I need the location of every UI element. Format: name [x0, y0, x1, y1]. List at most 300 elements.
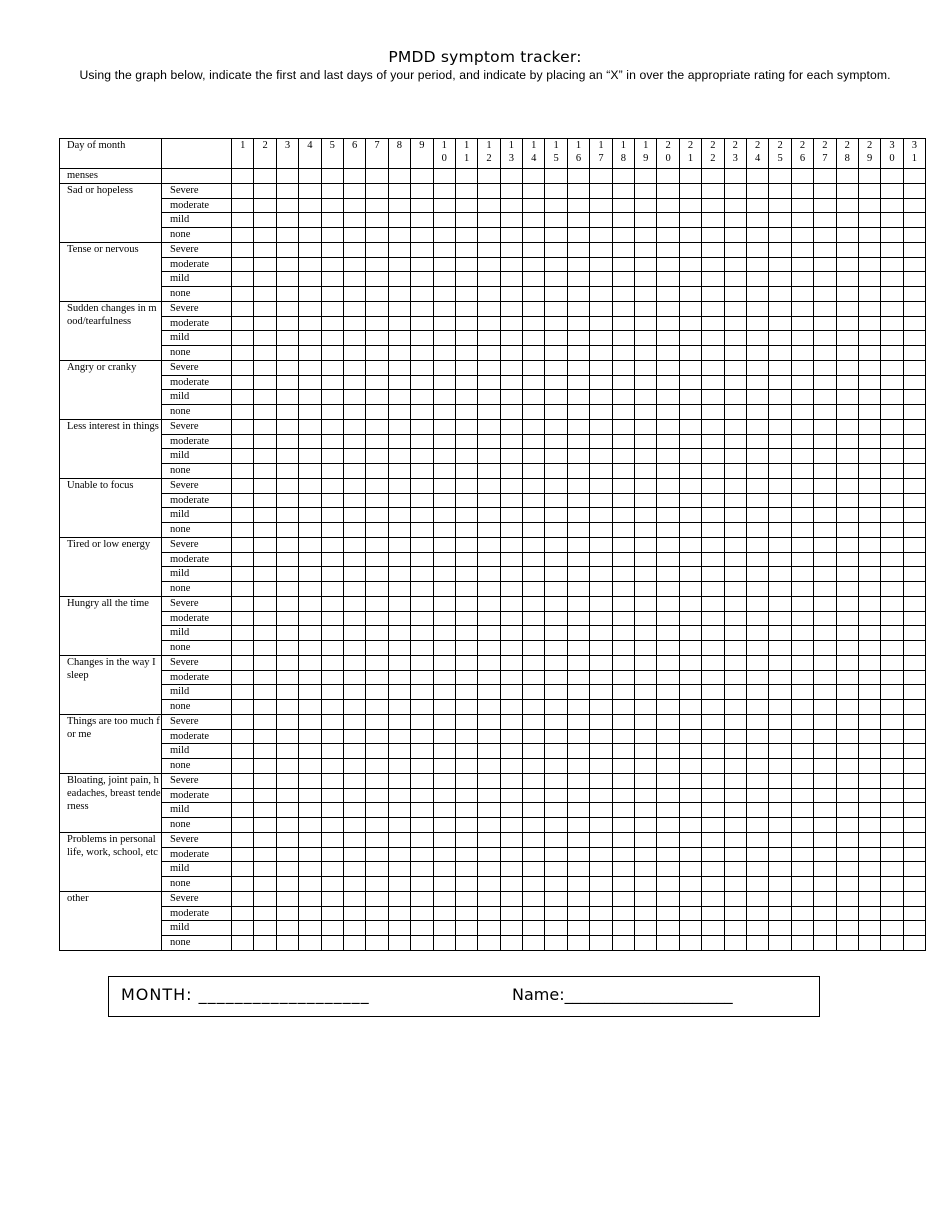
rating-cell[interactable]: [612, 891, 634, 906]
rating-cell[interactable]: [769, 759, 791, 774]
rating-cell[interactable]: [814, 198, 836, 213]
rating-cell[interactable]: [814, 670, 836, 685]
rating-cell[interactable]: [232, 773, 254, 788]
rating-cell[interactable]: [635, 567, 657, 582]
rating-cell[interactable]: [455, 655, 477, 670]
rating-cell[interactable]: [769, 183, 791, 198]
rating-cell[interactable]: [411, 508, 433, 523]
rating-cell[interactable]: [814, 316, 836, 331]
rating-cell[interactable]: [590, 523, 612, 538]
rating-cell[interactable]: [791, 508, 813, 523]
rating-cell[interactable]: [523, 183, 545, 198]
rating-cell[interactable]: [478, 464, 500, 479]
rating-cell[interactable]: [635, 301, 657, 316]
rating-cell[interactable]: [455, 729, 477, 744]
rating-cell[interactable]: [814, 419, 836, 434]
rating-cell[interactable]: [746, 419, 768, 434]
rating-cell[interactable]: [679, 759, 701, 774]
rating-cell[interactable]: [635, 891, 657, 906]
rating-cell[interactable]: [523, 301, 545, 316]
rating-cell[interactable]: [858, 877, 880, 892]
rating-cell[interactable]: [523, 936, 545, 951]
rating-cell[interactable]: [724, 257, 746, 272]
rating-cell[interactable]: [411, 744, 433, 759]
rating-cell[interactable]: [567, 508, 589, 523]
rating-cell[interactable]: [232, 596, 254, 611]
rating-cell[interactable]: [276, 714, 298, 729]
rating-cell[interactable]: [724, 877, 746, 892]
rating-cell[interactable]: [724, 567, 746, 582]
rating-cell[interactable]: [657, 257, 679, 272]
rating-cell[interactable]: [635, 773, 657, 788]
rating-cell[interactable]: [343, 773, 365, 788]
rating-cell[interactable]: [276, 670, 298, 685]
rating-cell[interactable]: [567, 405, 589, 420]
rating-cell[interactable]: [590, 419, 612, 434]
rating-cell[interactable]: [523, 567, 545, 582]
rating-cell[interactable]: [567, 891, 589, 906]
rating-cell[interactable]: [679, 921, 701, 936]
rating-cell[interactable]: [612, 316, 634, 331]
rating-cell[interactable]: [343, 375, 365, 390]
rating-cell[interactable]: [545, 287, 567, 302]
rating-cell[interactable]: [635, 316, 657, 331]
rating-cell[interactable]: [500, 891, 522, 906]
rating-cell[interactable]: [254, 493, 276, 508]
rating-cell[interactable]: [724, 641, 746, 656]
rating-cell[interactable]: [858, 198, 880, 213]
rating-cell[interactable]: [791, 877, 813, 892]
rating-cell[interactable]: [276, 818, 298, 833]
rating-cell[interactable]: [814, 818, 836, 833]
rating-cell[interactable]: [612, 449, 634, 464]
rating-cell[interactable]: [523, 714, 545, 729]
rating-cell[interactable]: [254, 405, 276, 420]
rating-cell[interactable]: [590, 847, 612, 862]
rating-cell[interactable]: [500, 596, 522, 611]
rating-cell[interactable]: [455, 301, 477, 316]
rating-cell[interactable]: [254, 537, 276, 552]
rating-cell[interactable]: [858, 331, 880, 346]
rating-cell[interactable]: [299, 611, 321, 626]
rating-cell[interactable]: [366, 832, 388, 847]
rating-cell[interactable]: [657, 936, 679, 951]
rating-cell[interactable]: [791, 773, 813, 788]
rating-cell[interactable]: [769, 390, 791, 405]
rating-cell[interactable]: [433, 891, 455, 906]
rating-cell[interactable]: [657, 788, 679, 803]
rating-cell[interactable]: [679, 788, 701, 803]
rating-cell[interactable]: [276, 449, 298, 464]
rating-cell[interactable]: [455, 847, 477, 862]
rating-cell[interactable]: [366, 169, 388, 184]
rating-cell[interactable]: [814, 272, 836, 287]
rating-cell[interactable]: [343, 228, 365, 243]
rating-cell[interactable]: [590, 213, 612, 228]
rating-cell[interactable]: [545, 921, 567, 936]
rating-cell[interactable]: [881, 346, 903, 361]
rating-cell[interactable]: [858, 773, 880, 788]
rating-cell[interactable]: [388, 670, 410, 685]
rating-cell[interactable]: [903, 316, 925, 331]
rating-cell[interactable]: [903, 582, 925, 597]
rating-cell[interactable]: [814, 346, 836, 361]
rating-cell[interactable]: [232, 301, 254, 316]
rating-cell[interactable]: [590, 921, 612, 936]
rating-cell[interactable]: [433, 213, 455, 228]
rating-cell[interactable]: [657, 700, 679, 715]
rating-cell[interactable]: [590, 877, 612, 892]
rating-cell[interactable]: [411, 405, 433, 420]
rating-cell[interactable]: [433, 287, 455, 302]
rating-cell[interactable]: [567, 700, 589, 715]
rating-cell[interactable]: [724, 449, 746, 464]
rating-cell[interactable]: [545, 862, 567, 877]
rating-cell[interactable]: [903, 862, 925, 877]
rating-cell[interactable]: [500, 877, 522, 892]
rating-cell[interactable]: [724, 773, 746, 788]
rating-cell[interactable]: [590, 670, 612, 685]
rating-cell[interactable]: [433, 847, 455, 862]
rating-cell[interactable]: [366, 301, 388, 316]
rating-cell[interactable]: [724, 685, 746, 700]
rating-cell[interactable]: [523, 582, 545, 597]
rating-cell[interactable]: [433, 272, 455, 287]
rating-cell[interactable]: [321, 655, 343, 670]
rating-cell[interactable]: [635, 729, 657, 744]
rating-cell[interactable]: [523, 921, 545, 936]
rating-cell[interactable]: [612, 641, 634, 656]
rating-cell[interactable]: [702, 714, 724, 729]
rating-cell[interactable]: [769, 464, 791, 479]
rating-cell[interactable]: [276, 891, 298, 906]
rating-cell[interactable]: [746, 228, 768, 243]
rating-cell[interactable]: [746, 272, 768, 287]
rating-cell[interactable]: [478, 316, 500, 331]
rating-cell[interactable]: [724, 891, 746, 906]
rating-cell[interactable]: [791, 523, 813, 538]
rating-cell[interactable]: [321, 936, 343, 951]
rating-cell[interactable]: [545, 301, 567, 316]
rating-cell[interactable]: [366, 803, 388, 818]
rating-cell[interactable]: [858, 449, 880, 464]
rating-cell[interactable]: [814, 655, 836, 670]
rating-cell[interactable]: [299, 847, 321, 862]
rating-cell[interactable]: [411, 390, 433, 405]
rating-cell[interactable]: [858, 921, 880, 936]
rating-cell[interactable]: [791, 493, 813, 508]
rating-cell[interactable]: [791, 936, 813, 951]
rating-cell[interactable]: [455, 360, 477, 375]
rating-cell[interactable]: [769, 493, 791, 508]
rating-cell[interactable]: [746, 744, 768, 759]
rating-cell[interactable]: [299, 773, 321, 788]
rating-cell[interactable]: [478, 818, 500, 833]
rating-cell[interactable]: [590, 788, 612, 803]
rating-cell[interactable]: [836, 198, 858, 213]
rating-cell[interactable]: [388, 714, 410, 729]
rating-cell[interactable]: [881, 936, 903, 951]
rating-cell[interactable]: [903, 169, 925, 184]
rating-cell[interactable]: [858, 360, 880, 375]
rating-cell[interactable]: [411, 921, 433, 936]
rating-cell[interactable]: [791, 655, 813, 670]
rating-cell[interactable]: [232, 582, 254, 597]
rating-cell[interactable]: [791, 641, 813, 656]
rating-cell[interactable]: [858, 287, 880, 302]
rating-cell[interactable]: [455, 862, 477, 877]
rating-cell[interactable]: [903, 818, 925, 833]
rating-cell[interactable]: [791, 375, 813, 390]
rating-cell[interactable]: [769, 567, 791, 582]
rating-cell[interactable]: [635, 272, 657, 287]
rating-cell[interactable]: [836, 316, 858, 331]
rating-cell[interactable]: [545, 700, 567, 715]
rating-cell[interactable]: [724, 611, 746, 626]
rating-cell[interactable]: [836, 847, 858, 862]
rating-cell[interactable]: [411, 803, 433, 818]
rating-cell[interactable]: [545, 434, 567, 449]
rating-cell[interactable]: [836, 700, 858, 715]
rating-cell[interactable]: [814, 464, 836, 479]
rating-cell[interactable]: [679, 641, 701, 656]
rating-cell[interactable]: [858, 242, 880, 257]
rating-cell[interactable]: [455, 213, 477, 228]
rating-cell[interactable]: [836, 936, 858, 951]
rating-cell[interactable]: [321, 478, 343, 493]
rating-cell[interactable]: [590, 773, 612, 788]
rating-cell[interactable]: [903, 183, 925, 198]
rating-cell[interactable]: [567, 582, 589, 597]
rating-cell[interactable]: [500, 818, 522, 833]
rating-cell[interactable]: [433, 301, 455, 316]
rating-cell[interactable]: [232, 862, 254, 877]
rating-cell[interactable]: [612, 434, 634, 449]
rating-cell[interactable]: [411, 287, 433, 302]
rating-cell[interactable]: [388, 242, 410, 257]
rating-cell[interactable]: [612, 213, 634, 228]
rating-cell[interactable]: [411, 257, 433, 272]
rating-cell[interactable]: [746, 257, 768, 272]
rating-cell[interactable]: [724, 464, 746, 479]
rating-cell[interactable]: [858, 552, 880, 567]
rating-cell[interactable]: [523, 213, 545, 228]
rating-cell[interactable]: [724, 936, 746, 951]
rating-cell[interactable]: [679, 316, 701, 331]
rating-cell[interactable]: [433, 316, 455, 331]
rating-cell[interactable]: [903, 449, 925, 464]
rating-cell[interactable]: [433, 537, 455, 552]
rating-cell[interactable]: [702, 257, 724, 272]
rating-cell[interactable]: [612, 818, 634, 833]
rating-cell[interactable]: [612, 301, 634, 316]
rating-cell[interactable]: [321, 183, 343, 198]
rating-cell[interactable]: [702, 213, 724, 228]
rating-cell[interactable]: [276, 847, 298, 862]
rating-cell[interactable]: [366, 228, 388, 243]
rating-cell[interactable]: [276, 272, 298, 287]
rating-cell[interactable]: [232, 847, 254, 862]
rating-cell[interactable]: [500, 257, 522, 272]
rating-cell[interactable]: [702, 700, 724, 715]
rating-cell[interactable]: [388, 419, 410, 434]
rating-cell[interactable]: [478, 877, 500, 892]
rating-cell[interactable]: [836, 301, 858, 316]
rating-cell[interactable]: [545, 670, 567, 685]
rating-cell[interactable]: [299, 759, 321, 774]
rating-cell[interactable]: [523, 508, 545, 523]
rating-cell[interactable]: [612, 700, 634, 715]
rating-cell[interactable]: [702, 169, 724, 184]
rating-cell[interactable]: [545, 936, 567, 951]
rating-cell[interactable]: [657, 552, 679, 567]
rating-cell[interactable]: [567, 847, 589, 862]
rating-cell[interactable]: [903, 611, 925, 626]
rating-cell[interactable]: [702, 641, 724, 656]
rating-cell[interactable]: [388, 478, 410, 493]
rating-cell[interactable]: [523, 670, 545, 685]
rating-cell[interactable]: [366, 714, 388, 729]
rating-cell[interactable]: [881, 523, 903, 538]
rating-cell[interactable]: [276, 936, 298, 951]
rating-cell[interactable]: [657, 921, 679, 936]
rating-cell[interactable]: [388, 611, 410, 626]
rating-cell[interactable]: [276, 508, 298, 523]
rating-cell[interactable]: [769, 375, 791, 390]
rating-cell[interactable]: [903, 405, 925, 420]
rating-cell[interactable]: [500, 390, 522, 405]
rating-cell[interactable]: [791, 714, 813, 729]
rating-cell[interactable]: [881, 626, 903, 641]
rating-cell[interactable]: [254, 375, 276, 390]
rating-cell[interactable]: [232, 198, 254, 213]
rating-cell[interactable]: [366, 183, 388, 198]
rating-cell[interactable]: [769, 360, 791, 375]
rating-cell[interactable]: [746, 537, 768, 552]
rating-cell[interactable]: [232, 921, 254, 936]
rating-cell[interactable]: [769, 788, 791, 803]
rating-cell[interactable]: [276, 744, 298, 759]
rating-cell[interactable]: [791, 788, 813, 803]
rating-cell[interactable]: [411, 567, 433, 582]
rating-cell[interactable]: [545, 405, 567, 420]
rating-cell[interactable]: [343, 759, 365, 774]
rating-cell[interactable]: [523, 626, 545, 641]
rating-cell[interactable]: [791, 552, 813, 567]
rating-cell[interactable]: [500, 862, 522, 877]
rating-cell[interactable]: [366, 936, 388, 951]
rating-cell[interactable]: [299, 744, 321, 759]
rating-cell[interactable]: [702, 316, 724, 331]
rating-cell[interactable]: [523, 537, 545, 552]
rating-cell[interactable]: [232, 257, 254, 272]
rating-cell[interactable]: [702, 847, 724, 862]
rating-cell[interactable]: [523, 198, 545, 213]
rating-cell[interactable]: [254, 183, 276, 198]
rating-cell[interactable]: [903, 508, 925, 523]
rating-cell[interactable]: [679, 552, 701, 567]
rating-cell[interactable]: [836, 257, 858, 272]
rating-cell[interactable]: [276, 523, 298, 538]
rating-cell[interactable]: [254, 346, 276, 361]
rating-cell[interactable]: [523, 862, 545, 877]
rating-cell[interactable]: [791, 537, 813, 552]
rating-cell[interactable]: [343, 272, 365, 287]
rating-cell[interactable]: [276, 434, 298, 449]
rating-cell[interactable]: [702, 685, 724, 700]
rating-cell[interactable]: [769, 213, 791, 228]
rating-cell[interactable]: [433, 552, 455, 567]
rating-cell[interactable]: [679, 390, 701, 405]
rating-cell[interactable]: [881, 405, 903, 420]
rating-cell[interactable]: [388, 508, 410, 523]
rating-cell[interactable]: [232, 788, 254, 803]
rating-cell[interactable]: [299, 641, 321, 656]
rating-cell[interactable]: [343, 803, 365, 818]
rating-cell[interactable]: [567, 198, 589, 213]
rating-cell[interactable]: [254, 714, 276, 729]
rating-cell[interactable]: [858, 272, 880, 287]
rating-cell[interactable]: [590, 818, 612, 833]
rating-cell[interactable]: [321, 847, 343, 862]
rating-cell[interactable]: [635, 596, 657, 611]
rating-cell[interactable]: [769, 419, 791, 434]
rating-cell[interactable]: [814, 331, 836, 346]
rating-cell[interactable]: [500, 803, 522, 818]
rating-cell[interactable]: [545, 508, 567, 523]
rating-cell[interactable]: [299, 169, 321, 184]
rating-cell[interactable]: [299, 921, 321, 936]
rating-cell[interactable]: [321, 419, 343, 434]
rating-cell[interactable]: [343, 670, 365, 685]
rating-cell[interactable]: [769, 301, 791, 316]
rating-cell[interactable]: [881, 301, 903, 316]
rating-cell[interactable]: [836, 877, 858, 892]
rating-cell[interactable]: [500, 316, 522, 331]
rating-cell[interactable]: [657, 434, 679, 449]
rating-cell[interactable]: [814, 729, 836, 744]
rating-cell[interactable]: [343, 611, 365, 626]
rating-cell[interactable]: [612, 582, 634, 597]
rating-cell[interactable]: [881, 655, 903, 670]
rating-cell[interactable]: [679, 744, 701, 759]
rating-cell[interactable]: [254, 670, 276, 685]
rating-cell[interactable]: [791, 213, 813, 228]
rating-cell[interactable]: [567, 685, 589, 700]
rating-cell[interactable]: [545, 552, 567, 567]
rating-cell[interactable]: [858, 375, 880, 390]
rating-cell[interactable]: [523, 877, 545, 892]
rating-cell[interactable]: [657, 906, 679, 921]
rating-cell[interactable]: [545, 759, 567, 774]
rating-cell[interactable]: [411, 213, 433, 228]
rating-cell[interactable]: [657, 523, 679, 538]
rating-cell[interactable]: [232, 213, 254, 228]
rating-cell[interactable]: [321, 788, 343, 803]
rating-cell[interactable]: [724, 714, 746, 729]
rating-cell[interactable]: [612, 759, 634, 774]
rating-cell[interactable]: [299, 714, 321, 729]
rating-cell[interactable]: [276, 626, 298, 641]
rating-cell[interactable]: [836, 375, 858, 390]
rating-cell[interactable]: [232, 316, 254, 331]
rating-cell[interactable]: [254, 419, 276, 434]
rating-cell[interactable]: [321, 405, 343, 420]
rating-cell[interactable]: [612, 670, 634, 685]
rating-cell[interactable]: [500, 419, 522, 434]
rating-cell[interactable]: [388, 936, 410, 951]
rating-cell[interactable]: [903, 552, 925, 567]
